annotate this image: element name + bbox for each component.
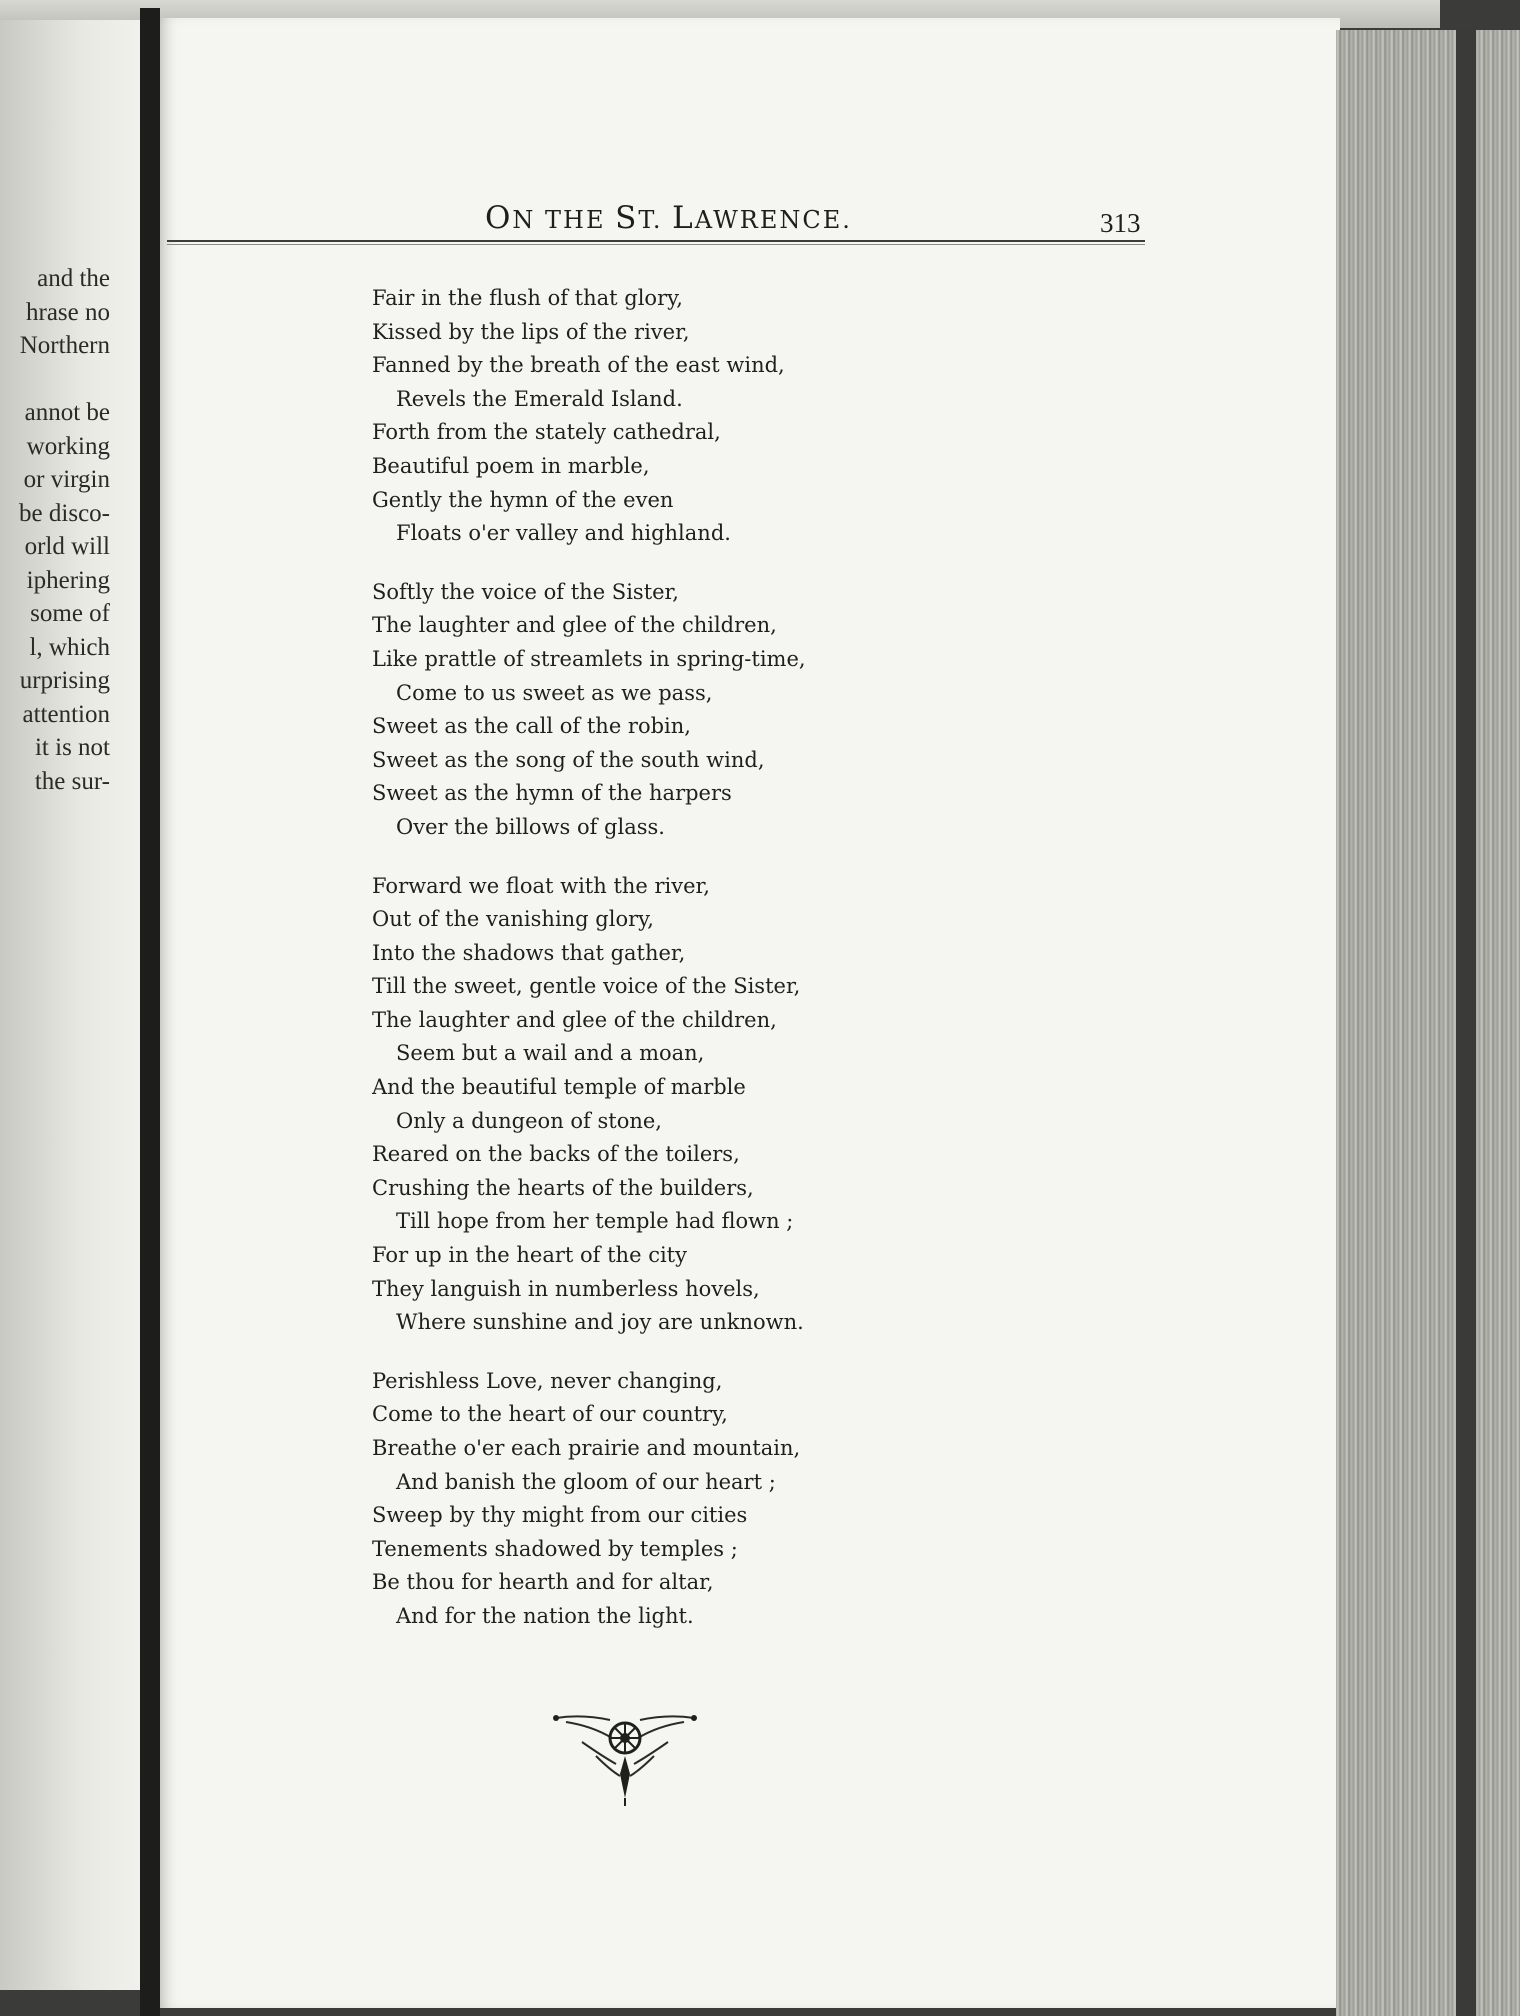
poem-line: Sweet as the hymn of the harpers xyxy=(372,781,732,806)
poem-line: Beautiful poem in marble, xyxy=(372,453,650,478)
header-rule xyxy=(167,240,1145,242)
left-page-line: the sur- xyxy=(34,767,110,795)
poem-body xyxy=(372,282,1072,1659)
poem-line: Be thou for hearth and for altar, xyxy=(372,1570,714,1595)
poem-line: Floats o'er valley and highland. xyxy=(396,521,731,546)
poem-line: Forth from the stately cathedral, xyxy=(372,420,721,445)
poem-line: Sweet as the call of the robin, xyxy=(372,714,691,739)
left-page-line: attention xyxy=(22,700,110,728)
left-page-line: working xyxy=(26,432,110,460)
poem-line: Come to the heart of our country, xyxy=(372,1402,728,1427)
left-page-line: iphering xyxy=(26,566,110,594)
poem-line: Till the sweet, gentle voice of the Sister, xyxy=(372,974,801,999)
poem-stanza xyxy=(372,576,1072,845)
poem-line: Only a dungeon of stone, xyxy=(396,1108,662,1133)
poem-line: Perishless Love, never changing, xyxy=(372,1368,723,1393)
running-head-initial: L xyxy=(672,200,695,236)
poem-line: Where sunshine and joy are unknown. xyxy=(396,1310,804,1335)
poem-line: The laughter and glee of the children, xyxy=(372,613,777,638)
poem-line: Come to us sweet as we pass, xyxy=(396,680,713,705)
poem-line: Fair in the flush of that glory, xyxy=(372,286,683,310)
poem-stanza xyxy=(372,282,1072,551)
left-page-line: Northern xyxy=(19,332,110,359)
running-head xyxy=(485,200,852,236)
running-head-initial: O xyxy=(485,200,513,236)
poem-line: Out of the vanishing glory, xyxy=(372,907,654,932)
left-page-line: be disco- xyxy=(19,499,110,527)
page-edges xyxy=(1336,30,1520,2016)
poem-line: And the beautiful temple of marble xyxy=(372,1075,746,1100)
running-head-initial: S xyxy=(615,200,639,236)
left-page-line: hrase no xyxy=(26,298,110,326)
poem-line: Like prattle of streamlets in spring-time, xyxy=(372,646,806,671)
poem-line: Fanned by the breath of the east wind, xyxy=(372,353,785,378)
left-page-line: l, which xyxy=(29,633,110,661)
left-page-line: and the xyxy=(37,265,110,292)
running-head-text: T. xyxy=(638,206,673,234)
left-page-line: or virgin xyxy=(23,466,110,493)
poem-line: Sweep by thy might from our cities xyxy=(372,1503,748,1528)
poem-line: For up in the heart of the city xyxy=(372,1243,687,1268)
poem-line: Crushing the hearts of the builders, xyxy=(372,1175,754,1200)
poem-line: And for the nation the light. xyxy=(396,1603,694,1628)
left-page-line: orld will xyxy=(24,533,110,560)
page-number: 313 xyxy=(1100,208,1141,238)
running-head-text: N THE xyxy=(512,206,616,234)
header-rule-thin xyxy=(167,244,1145,245)
left-page-line: it is not xyxy=(34,734,110,761)
left-page-line: urprising xyxy=(19,667,110,694)
book-gutter xyxy=(140,8,160,2016)
left-page-line: annot be xyxy=(24,399,110,426)
poem-line: Forward we float with the river, xyxy=(372,873,710,898)
poem-line: Sweet as the song of the south wind, xyxy=(372,747,765,772)
poem-line: And banish the gloom of our heart ; xyxy=(396,1469,776,1494)
poem-stanza xyxy=(372,870,1072,1340)
poem-line: Softly the voice of the Sister, xyxy=(372,579,679,604)
running-head-text: AWRENCE. xyxy=(694,206,852,234)
poem-line: Into the shadows that gather, xyxy=(372,940,686,965)
poem-line: Gently the hymn of the even xyxy=(372,487,674,512)
poem-line: Over the billows of glass. xyxy=(396,814,665,839)
tailpiece-ornament-icon xyxy=(552,1712,698,1808)
poem-line: Till hope from her temple had flown ; xyxy=(396,1209,794,1234)
poem-line: Seem but a wail and a moan, xyxy=(396,1041,705,1066)
poem-stanza xyxy=(372,1365,1072,1634)
poem-line: They languish in numberless hovels, xyxy=(372,1276,760,1301)
poem-line: Tenements shadowed by temples ; xyxy=(372,1536,738,1561)
poem-line: Kissed by the lips of the river, xyxy=(372,319,690,344)
poem-line: Reared on the backs of the toilers, xyxy=(372,1142,740,1167)
poem-line: Revels the Emerald Island. xyxy=(396,386,683,411)
left-page-line: some of xyxy=(30,600,110,627)
poem-line: Breathe o'er each prairie and mountain, xyxy=(372,1436,801,1460)
facing-left-page xyxy=(0,20,140,1990)
poem-line: The laughter and glee of the children, xyxy=(372,1007,777,1032)
